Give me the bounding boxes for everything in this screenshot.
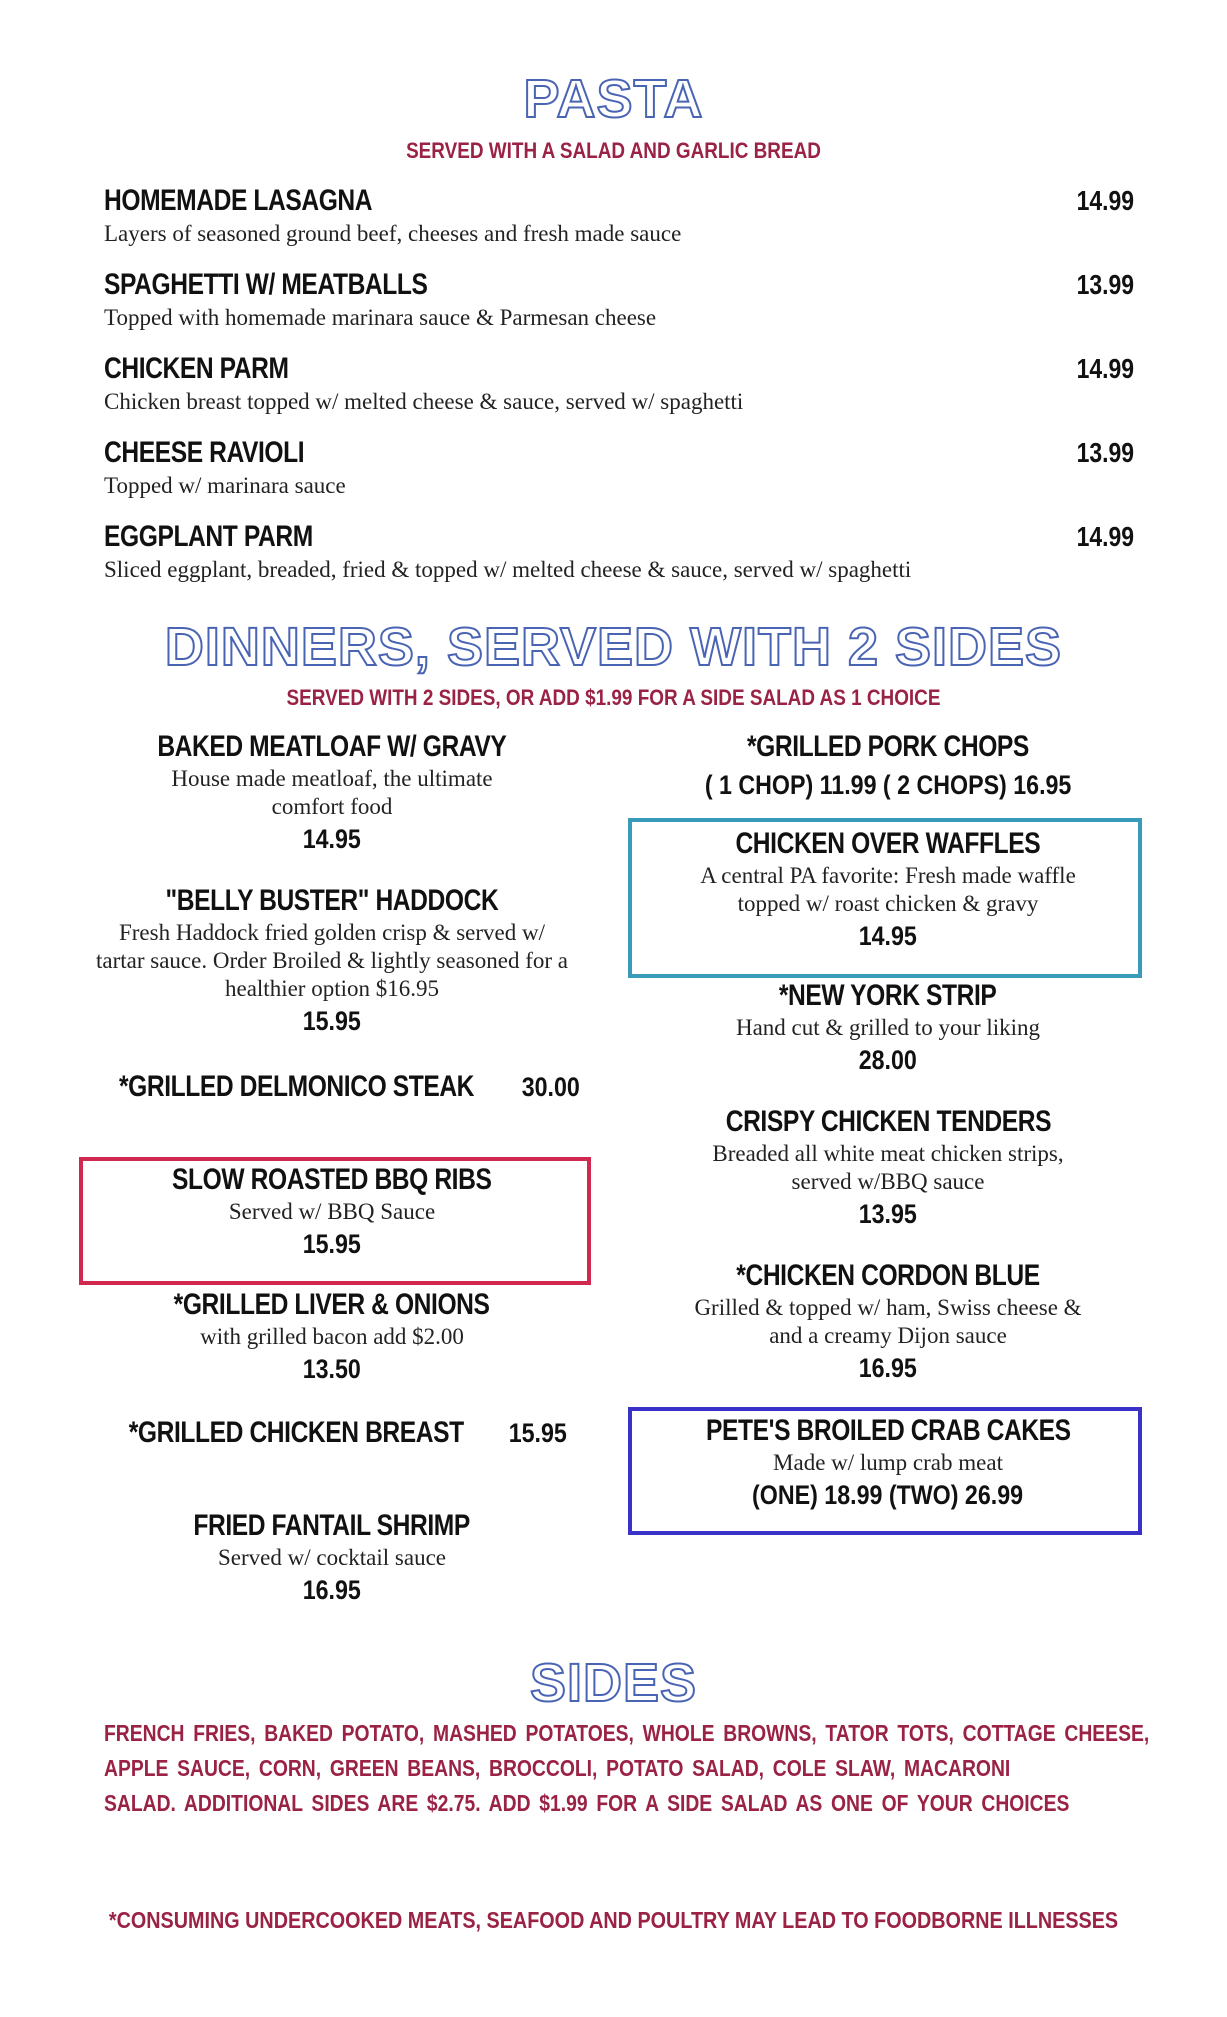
dish-price: ( 1 CHOP) 11.99 ( 2 CHOPS) 16.95	[704, 770, 1072, 800]
dish-price: 15.95	[302, 1006, 362, 1036]
dish-name: CRISPY CHICKEN TENDERS	[725, 1105, 1051, 1138]
dish-description: Served w/ BBQ Sauce	[228, 1199, 436, 1224]
dish-price: 14.95	[858, 921, 918, 951]
dish-cordon-blue	[628, 1258, 1148, 1386]
dish-name: FRIED FANTAIL SHRIMP	[193, 1509, 471, 1542]
dish-price: 16.95	[302, 1575, 362, 1605]
pasta-subtitle: SERVED WITH A SALAD AND GARLIC BREAD	[406, 138, 821, 163]
dish-name: *NEW YORK STRIP	[779, 979, 997, 1012]
dish-description: Grilled & topped w/ ham, Swiss cheese & and a creamy Dijon sauce	[694, 1295, 1082, 1348]
dinners-subtitle: SERVED WITH 2 SIDES, OR ADD $1.99 FOR A SIDE SALAD AS 1 CHOICE	[286, 685, 941, 710]
sides-line: APPLE SAUCE, CORN, GREEN BEANS, BROCCOLI, POTATO SALAD, COLE SLAW, MACARONI	[104, 1755, 1011, 1781]
dish-price: 30.00	[521, 1072, 580, 1102]
dish-name: PETE'S BROILED CRAB CAKES	[705, 1414, 1071, 1447]
dish-price: 15.95	[302, 1229, 362, 1259]
highlight-box-red	[79, 1157, 591, 1285]
pasta-item-spaghetti	[104, 268, 1134, 332]
dish-delmonico	[72, 1065, 592, 1105]
dish-price: 13.95	[858, 1199, 918, 1229]
dish-liver-onions	[72, 1287, 592, 1387]
dish-name: CHEESE RAVIOLI	[104, 436, 305, 469]
dish-description: Made w/ lump crab meat	[773, 1450, 1003, 1475]
dish-name: *GRILLED LIVER & ONIONS	[174, 1288, 490, 1321]
pasta-item-ravioli	[104, 436, 1134, 500]
pasta-item-lasagna	[104, 184, 1134, 248]
dish-haddock	[72, 883, 592, 1039]
dish-chicken-breast	[72, 1411, 592, 1451]
dish-name: SPAGHETTI W/ MEATBALLS	[104, 268, 428, 301]
dish-price: 13.99	[1076, 269, 1134, 300]
dish-description: Topped w/ marinara sauce	[104, 473, 346, 498]
dish-description: A central PA favorite: Fresh made waffle topped w/ roast chicken & gravy	[700, 863, 1076, 916]
pasta-item-eggplant-parm	[104, 520, 1134, 584]
dish-name: BAKED MEATLOAF W/ GRAVY	[157, 730, 507, 763]
dish-price: 16.95	[858, 1353, 918, 1383]
sides-list	[104, 1716, 1150, 1821]
dish-price: 14.99	[1076, 353, 1134, 384]
dish-price: 28.00	[858, 1045, 918, 1075]
dish-name: CHICKEN PARM	[104, 352, 289, 385]
dish-chicken-tenders	[628, 1104, 1148, 1232]
dish-name: *GRILLED CHICKEN BREAST	[128, 1416, 464, 1449]
dish-name: SLOW ROASTED BBQ RIBS	[172, 1163, 492, 1196]
dish-name: HOMEMADE LASAGNA	[104, 184, 373, 217]
dish-description: Breaded all white meat chicken strips, served w/BBQ sauce	[712, 1141, 1064, 1194]
dish-description: Topped with homemade marinara sauce & Parmesan cheese	[104, 305, 657, 330]
pasta-item-chicken-parm	[104, 352, 1134, 416]
dish-price: 14.99	[1076, 521, 1134, 552]
dish-pork-chops	[628, 729, 1148, 803]
dish-name: CHICKEN OVER WAFFLES	[735, 827, 1041, 860]
sides-title: SIDES	[529, 1653, 698, 1713]
dinners-title: DINNERS, SERVED WITH 2 SIDES	[164, 617, 1063, 677]
dish-price: 13.99	[1076, 437, 1134, 468]
dish-name: *GRILLED PORK CHOPS	[747, 730, 1029, 763]
dish-description: House made meatloaf, the ultimate comfort food	[171, 766, 493, 819]
dish-price: 14.95	[302, 824, 362, 854]
highlight-box-blue	[628, 1407, 1142, 1535]
dish-name: EGGPLANT PARM	[104, 520, 313, 553]
dish-price: 14.99	[1076, 185, 1134, 216]
dish-description: Fresh Haddock fried golden crisp & served w/ tartar sauce. Order Broiled & lightly seasoned for a healthier option $16.95	[96, 920, 568, 1001]
dish-name: *GRILLED DELMONICO STEAK	[118, 1070, 474, 1103]
dish-price: (ONE) 18.99 (TWO) 26.99	[752, 1480, 1024, 1510]
dish-description: Chicken breast topped w/ melted cheese & sauce, served w/ spaghetti	[104, 389, 744, 414]
dish-fantail-shrimp	[72, 1508, 592, 1608]
dish-meatloaf	[72, 729, 592, 857]
dish-description: Hand cut & grilled to your liking	[735, 1015, 1041, 1040]
dish-ny-strip	[628, 978, 1148, 1078]
dish-price: 13.50	[302, 1354, 362, 1384]
sides-line: FRENCH FRIES, BAKED POTATO, MASHED POTATOES, WHOLE BROWNS, TATOR TOTS, COTTAGE CHEESE,	[104, 1720, 1150, 1746]
dish-name: "BELLY BUSTER" HADDOCK	[165, 884, 499, 917]
dish-name: *CHICKEN CORDON BLUE	[736, 1259, 1040, 1292]
dish-description: with grilled bacon add $2.00	[200, 1324, 464, 1349]
pasta-title: PASTA	[523, 69, 704, 129]
sides-line: SALAD. ADDITIONAL SIDES ARE $2.75. ADD $1.99 FOR A SIDE SALAD AS ONE OF YOUR CHOICES	[104, 1790, 1070, 1816]
dish-description: Served w/ cocktail sauce	[218, 1545, 446, 1570]
highlight-box-teal	[628, 818, 1142, 978]
foodborne-warning: *CONSUMING UNDERCOOKED MEATS, SEAFOOD AND POULTRY MAY LEAD TO FOODBORNE ILLNESSES	[108, 1907, 1119, 1933]
dish-description: Layers of seasoned ground beef, cheeses and fresh made sauce	[104, 221, 682, 246]
dish-description: Sliced eggplant, breaded, fried & topped w/ melted cheese & sauce, served w/ spaghetti	[104, 557, 912, 582]
dish-price: 15.95	[509, 1418, 568, 1448]
